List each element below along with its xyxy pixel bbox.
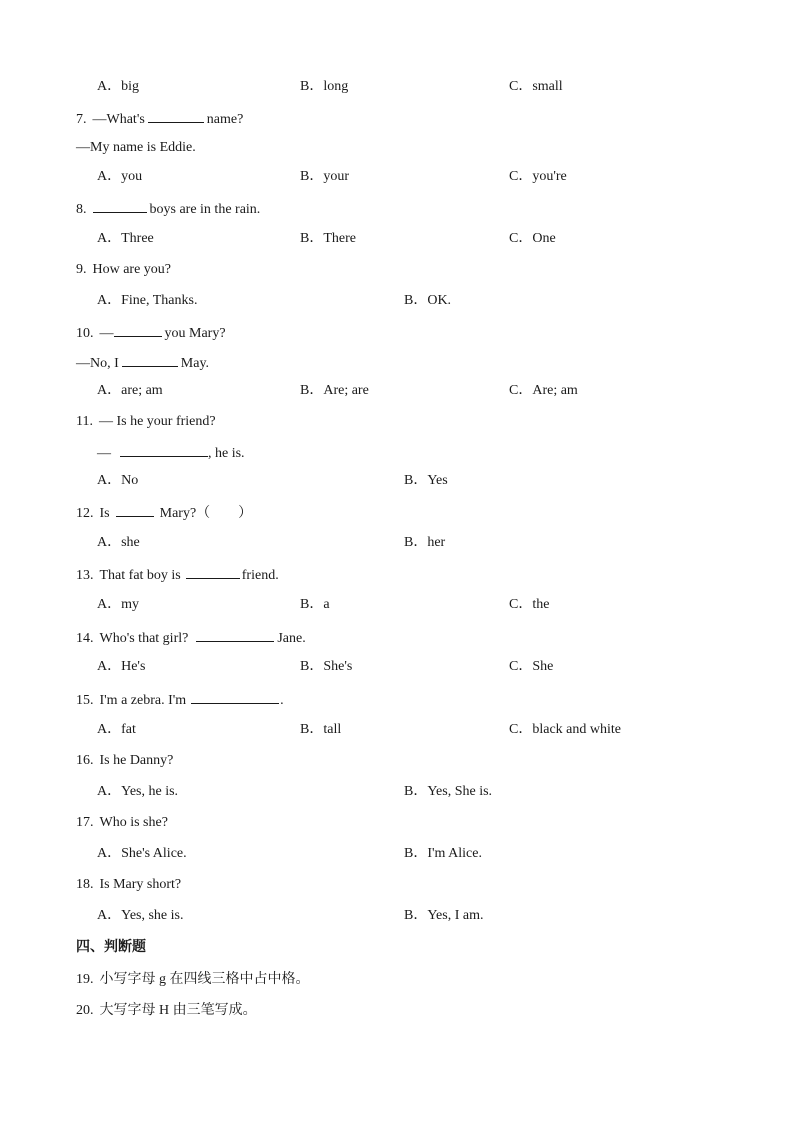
answer-text: May. [180,356,210,371]
question-number: 12. [76,506,94,521]
answer-blank [148,109,204,123]
question-text: —What's [92,112,145,127]
answer-text: , he is. [208,446,245,461]
q12-option-a: A．she [97,535,140,550]
q15-option-c: C．black and white [509,722,621,737]
question-16 [76,752,173,770]
q12-option-b: B．her [404,535,446,550]
question-text: 小写字母 [99,971,156,987]
answer-blank [93,199,147,213]
question-letter: H [159,1003,170,1018]
question-9 [76,261,171,279]
question-number: 9. [76,262,87,277]
q10-option-b: B．Are; are [300,383,369,398]
question-number: 17. [76,815,94,830]
question-number: 18. [76,877,94,892]
q10-option-c: C．Are; am [509,383,578,398]
q18-option-b: B．Yes, I am. [404,908,484,923]
answer-blank [191,690,279,704]
question-text: I'm a zebra. I'm [99,693,187,708]
question-19 [76,970,310,989]
q9-option-a: A．Fine, Thanks. [97,293,198,308]
question-13 [76,565,279,585]
question-text: How are you? [92,262,172,277]
answer-blank [120,443,208,457]
question-number: 10. [76,326,94,341]
answer-blank [196,628,274,642]
q7-option-c: C．you're [509,169,567,184]
question-text: friend. [241,568,279,583]
question-number: 13. [76,568,94,583]
q7-option-b: B．your [300,169,349,184]
q14-option-a: A．He's [97,659,146,674]
answer-text: — [97,446,111,461]
question-7 [76,109,243,129]
question-10 [76,323,226,343]
question-15 [76,690,284,710]
answer-blank [122,353,178,367]
question-20 [76,1001,257,1020]
q15-option-b: B．tall [300,722,342,737]
q8-option-b: B．There [300,231,356,246]
question-number: 20. [76,1003,94,1018]
question-text: That fat boy is [99,568,181,583]
question-text: 大写字母 [99,1002,156,1018]
question-text: Who is she? [99,815,168,830]
question-number: 16. [76,753,94,768]
q13-option-c: C．the [509,597,550,612]
q16-option-b: B．Yes, She is. [404,784,493,799]
q9-option-b: B．OK. [404,293,452,308]
q11-option-a: A．No [97,473,139,488]
q13-option-a: A．my [97,597,139,612]
q8-option-c: C．One [509,231,556,246]
q8-option-a: A．Three [97,231,154,246]
q11-option-b: B．Yes [404,473,448,488]
question-text: boys are in the rain. [149,202,261,217]
q6-option-a: A．big [97,79,139,94]
question-text: Is [99,506,110,521]
question-number: 15. [76,693,94,708]
q13-option-b: B．a [300,597,330,612]
q17-option-b: B．I'm Alice. [404,846,482,861]
q6-option-b: B．long [300,79,349,94]
question-8 [76,199,260,219]
q14-option-c: C．She [509,659,554,674]
question-number: 11. [76,414,93,429]
q7-option-a: A．you [97,169,143,184]
question-11 [76,413,216,431]
question-text: you Mary? [164,326,226,341]
q11-answer-line [97,443,245,463]
section-heading: 四、判断题 [76,939,146,955]
q10-option-a: A．are; am [97,383,163,398]
question-text: — [99,326,114,341]
answer-text: —No, I [76,356,119,371]
answer-blank [186,565,240,579]
question-letter: g [159,972,166,987]
question-text: Is Mary short? [99,877,182,892]
answer-blank [114,323,162,337]
question-12 [76,503,252,523]
question-number: 14. [76,631,94,646]
question-number: 8. [76,202,87,217]
question-text: 在四线三格中占中格。 [169,971,310,987]
question-text: 由三笔写成。 [172,1002,257,1018]
question-text: name? [206,112,244,127]
q15-option-a: A．fat [97,722,136,737]
q6-option-c: C．small [509,79,563,94]
question-number: 19. [76,972,94,987]
question-text: . [280,693,284,708]
question-text: Who's that girl? [99,631,189,646]
q16-option-a: A．Yes, he is. [97,784,179,799]
question-text: Jane. [277,631,306,646]
question-text: Mary?（ ） [159,506,253,521]
answer-blank [116,503,154,517]
question-14 [76,628,306,648]
q18-option-a: A．Yes, she is. [97,908,184,923]
q10-answer-line [76,353,209,373]
question-text: — Is he your friend? [98,414,216,429]
question-number: 7. [76,112,87,127]
question-text: Is he Danny? [99,753,174,768]
question-17 [76,814,168,832]
q17-option-a: A．She's Alice. [97,846,187,861]
q7-answer-line: —My name is Eddie. [76,140,196,155]
q14-option-b: B．She's [300,659,353,674]
question-18 [76,876,181,894]
